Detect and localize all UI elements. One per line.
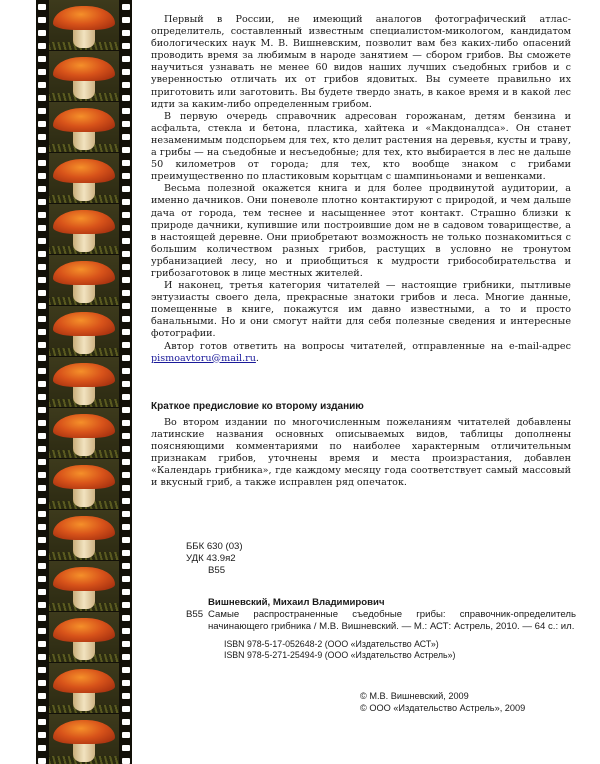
isbn-list	[224, 639, 576, 661]
film-hole	[122, 134, 130, 140]
mushroom-cap	[53, 261, 115, 285]
film-hole	[38, 641, 46, 647]
email-link[interactable]: pismoavtoru@mail.ru	[151, 352, 256, 364]
film-hole	[38, 511, 46, 517]
film-hole	[122, 485, 130, 491]
film-hole	[122, 498, 130, 504]
film-hole	[38, 654, 46, 660]
film-hole	[122, 303, 130, 309]
film-hole	[38, 680, 46, 686]
film-hole	[122, 576, 130, 582]
mushroom-cap	[53, 669, 115, 693]
email-suffix: .	[255, 352, 259, 364]
film-hole	[122, 30, 130, 36]
film-hole	[122, 667, 130, 673]
film-hole	[122, 199, 130, 205]
film-hole	[38, 316, 46, 322]
film-hole	[38, 95, 46, 101]
film-hole	[122, 355, 130, 361]
mushroom-cap	[53, 414, 115, 438]
bbk-code: ББК 630 (03)	[186, 541, 243, 552]
film-hole	[38, 706, 46, 712]
film-hole	[38, 485, 46, 491]
intro-paragraph-1: Первый в России, не имеющий аналогов фотографический атлас-определитель, составленный известным специалистом-микологом, кандидатом биологических наук М. В. Вишневским, позволит вам без каких-либо опасений проводить время за любимым в народе занятием — сбором грибов. Вы сможете научиться узнавать не менее 60 видов наших лучших съедобных грибов и с уверенностью отличать их от грибов ядовитых. Вы сумеете правильно их приготовить или заготовить. Вы будете твердо знать, в какое время и в какой лес идти за каким-либо определенным грибом.	[151, 14, 571, 110]
film-strip	[36, 0, 132, 764]
film-hole	[38, 186, 46, 192]
film-hole	[38, 264, 46, 270]
mushroom-photo-frame	[49, 255, 119, 305]
film-hole	[38, 43, 46, 49]
film-hole	[122, 69, 130, 75]
film-hole	[122, 433, 130, 439]
film-hole	[122, 238, 130, 244]
mushroom-cap	[53, 363, 115, 387]
film-hole	[38, 758, 46, 764]
mushroom-cap	[53, 720, 115, 744]
film-hole	[38, 381, 46, 387]
film-hole	[122, 459, 130, 465]
mushroom-cap	[53, 567, 115, 591]
film-hole	[122, 108, 130, 114]
mushroom-photo-frame	[49, 459, 119, 509]
entry-code: В55	[186, 609, 204, 620]
film-hole	[38, 732, 46, 738]
film-hole	[38, 238, 46, 244]
film-hole	[38, 433, 46, 439]
mushroom-photo-frame	[49, 612, 119, 662]
film-hole	[38, 550, 46, 556]
film-hole	[38, 355, 46, 361]
film-hole	[122, 17, 130, 23]
mushroom-photo-frame	[49, 0, 119, 50]
mushroom-photo-frame	[49, 714, 119, 764]
copyright-publisher: © ООО «Издательство Астрель», 2009	[360, 703, 526, 713]
mushroom-cap	[53, 465, 115, 489]
film-hole	[122, 524, 130, 530]
film-hole	[122, 160, 130, 166]
film-hole	[38, 446, 46, 452]
film-hole	[122, 368, 130, 374]
film-hole	[122, 381, 130, 387]
film-hole	[38, 225, 46, 231]
film-hole	[38, 108, 46, 114]
mushroom-cap	[53, 108, 115, 132]
mushroom-cap	[53, 6, 115, 30]
film-hole	[122, 589, 130, 595]
mushroom-cap	[53, 57, 115, 81]
film-hole	[38, 277, 46, 283]
film-hole	[122, 4, 130, 10]
film-hole	[122, 732, 130, 738]
film-hole	[38, 342, 46, 348]
film-hole	[38, 472, 46, 478]
description-text: Самые распространенные съедобные грибы: справочник-определитель начинающего грибника / М.В. Вишневский. — М.: АСТ: Астрель, 2010. — 64 с.: ил.	[208, 609, 576, 632]
film-hole	[122, 654, 130, 660]
mushroom-photo-frame	[49, 408, 119, 458]
film-hole	[122, 56, 130, 62]
film-hole	[122, 563, 130, 569]
film-hole	[38, 134, 46, 140]
film-hole	[38, 147, 46, 153]
film-hole	[38, 576, 46, 582]
film-hole	[122, 316, 130, 322]
film-hole	[122, 147, 130, 153]
film-hole	[38, 719, 46, 725]
film-hole	[38, 407, 46, 413]
film-hole	[38, 303, 46, 309]
udk-code: УДК 43.9я2	[186, 553, 236, 564]
film-hole	[38, 602, 46, 608]
film-perforation-left	[38, 0, 46, 764]
main-text	[151, 14, 571, 489]
film-hole	[38, 524, 46, 530]
film-hole	[122, 706, 130, 712]
mushroom-photo-frame	[49, 51, 119, 101]
contact-text: Автор готов ответить на вопросы читателей, отправленные на e-mail-адрес	[164, 340, 571, 352]
author-name: Вишневский, Михаил Владимирович	[208, 597, 385, 608]
film-hole	[122, 329, 130, 335]
film-hole	[38, 160, 46, 166]
film-hole	[38, 537, 46, 543]
copyright-author: © М.В. Вишневский, 2009	[360, 691, 469, 701]
film-hole	[122, 407, 130, 413]
film-hole	[38, 498, 46, 504]
mushroom-photo-frame	[49, 663, 119, 713]
film-hole	[122, 511, 130, 517]
isbn-ast: ISBN 978-5-17-052648-2 (ООО «Издательство АСТ»)	[224, 639, 439, 649]
film-hole	[38, 121, 46, 127]
film-hole	[38, 459, 46, 465]
film-hole	[122, 43, 130, 49]
intro-paragraph-5	[151, 341, 571, 365]
film-hole	[122, 602, 130, 608]
film-hole	[38, 563, 46, 569]
author-code: В55	[208, 565, 226, 576]
mushroom-cap	[53, 210, 115, 234]
film-hole	[122, 264, 130, 270]
film-hole	[122, 82, 130, 88]
film-hole	[38, 589, 46, 595]
mushroom-photo-frame	[49, 357, 119, 407]
film-hole	[38, 69, 46, 75]
film-hole	[122, 277, 130, 283]
film-hole	[38, 82, 46, 88]
film-hole	[38, 394, 46, 400]
film-hole	[38, 30, 46, 36]
film-hole	[122, 394, 130, 400]
film-hole	[122, 186, 130, 192]
film-hole	[122, 472, 130, 478]
film-hole	[38, 17, 46, 23]
film-hole	[122, 121, 130, 127]
bibliographic-record	[186, 541, 576, 661]
copyright-block	[360, 690, 525, 714]
intro-paragraph-3: Весьма полезной окажется книга и для более продвинутой аудитории, а именно дачников. Они поневоле плотно контактируют с природой, и чем дальше дача от города, тем теснее и насыщеннее этот контакт. Страшно близки к природе дачники, купившие или построившие дом не в садовом товариществе, а в настоящей деревне. Они приобретают возможность не только познакомиться с большим количеством разных грибов, растущих в условно не тронутом урбанизацией лесу, но и приобщиться к мудрости грибособирательства и грибозаготовок в лице местных жителей.	[151, 183, 571, 279]
mushroom-photo-frame	[49, 102, 119, 152]
film-hole	[38, 693, 46, 699]
film-hole	[122, 446, 130, 452]
intro-paragraph-2: В первую очередь справочник адресован горожанам, детям бензина и асфальта, стекла и бетона, пластика, хайтека и «Макдоналдса». Он станет незаменимым подспорьем для тех, кто делит растения на деревья, кусты и траву, а грибы — на съедобные и несъедобные; для тех, кто выбирается в лес не дальше 50 километров от города; для тех, кто вообще знаком с грибами преимущественно по пластиковым корытцам с шампиньонами и вешенками.	[151, 110, 571, 183]
intro-paragraph-4: И наконец, третья категория читателей — настоящие грибники, пытливые энтузиасты своего дела, прекрасные знатоки грибов и леса. Многие данные, помещенные в книге, покажутся им давно известными, а то и просто банальными. Но и они смогут найти для себя полезные сведения и интересные фотографии.	[151, 280, 571, 340]
film-hole	[38, 56, 46, 62]
film-hole	[38, 290, 46, 296]
film-hole	[38, 251, 46, 257]
film-hole	[122, 212, 130, 218]
film-hole	[122, 550, 130, 556]
film-hole	[122, 641, 130, 647]
film-hole	[38, 368, 46, 374]
preface-title: Краткое предисловие ко второму изданию	[151, 400, 364, 412]
mushroom-cap	[53, 159, 115, 183]
film-hole	[122, 420, 130, 426]
mushroom-photo-frame	[49, 306, 119, 356]
film-hole	[38, 628, 46, 634]
mushroom-cap	[53, 516, 115, 540]
film-hole	[122, 628, 130, 634]
mushroom-photo-frame	[49, 153, 119, 203]
film-hole	[122, 693, 130, 699]
preface-paragraph: Во втором издании по многочисленным пожеланиям читателей добавлены латинские названия основных описываемых видов, таблицы дополнены поясняющими комментариями по наиболее характерным отличительным признакам грибов, уточнены время и места произрастания, добавлен «Календарь грибника», где каждому месяцу года соответствует самый массовый и вкусный гриб, а также исправлен ряд опечаток.	[151, 416, 571, 489]
film-hole	[38, 329, 46, 335]
film-hole	[38, 199, 46, 205]
film-hole	[122, 251, 130, 257]
film-hole	[122, 225, 130, 231]
film-hole	[38, 615, 46, 621]
film-hole	[122, 290, 130, 296]
film-hole	[122, 745, 130, 751]
film-hole	[38, 667, 46, 673]
book-description	[186, 609, 576, 633]
classification-codes	[186, 541, 576, 577]
film-hole	[38, 4, 46, 10]
film-hole	[38, 745, 46, 751]
film-hole	[122, 537, 130, 543]
film-hole	[38, 173, 46, 179]
mushroom-cap	[53, 312, 115, 336]
film-hole	[122, 680, 130, 686]
film-hole	[122, 173, 130, 179]
film-hole	[122, 758, 130, 764]
film-hole	[122, 95, 130, 101]
film-hole	[38, 420, 46, 426]
mushroom-photo-frame	[49, 561, 119, 611]
film-hole	[122, 342, 130, 348]
film-hole	[122, 719, 130, 725]
mushroom-photo-frame	[49, 510, 119, 560]
film-hole	[38, 212, 46, 218]
isbn-astrel: ISBN 978-5-271-25494-9 (ООО «Издательство Астрель»)	[224, 650, 456, 660]
film-perforation-right	[122, 0, 130, 764]
film-hole	[122, 615, 130, 621]
mushroom-cap	[53, 618, 115, 642]
mushroom-photo-frame	[49, 204, 119, 254]
